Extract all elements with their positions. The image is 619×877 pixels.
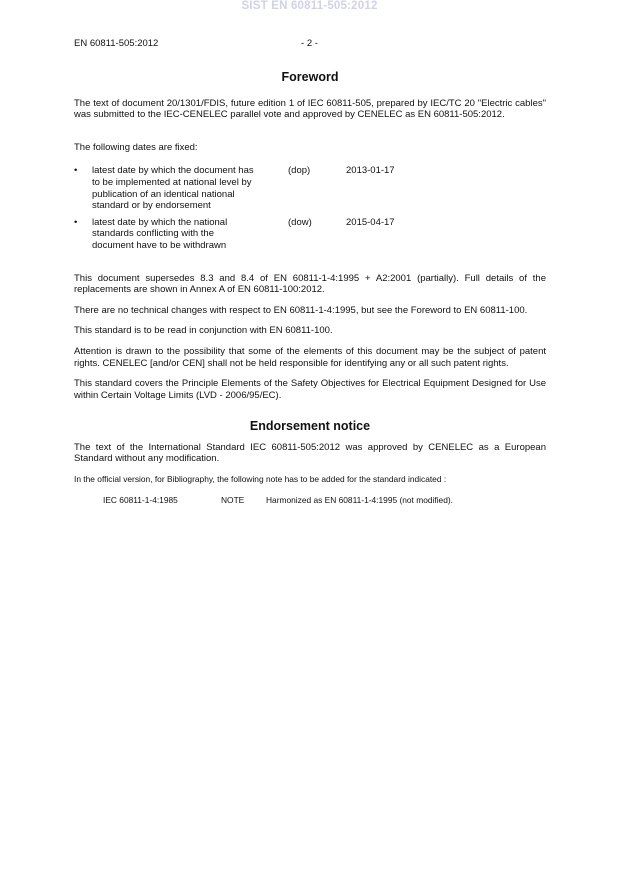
bullet-dow: • — [74, 216, 78, 228]
date-value-dow: 2015-04-17 — [346, 216, 395, 228]
endorsement-text: The text of the International Standard IEC 60811-505:2012 was approved by CENELEC as a European Standard without any modification. — [74, 441, 546, 465]
date-code-dow: (dow) — [288, 216, 312, 228]
dop-line: latest date by which the document has — [92, 165, 254, 177]
dates-intro: The following dates are fixed: — [74, 141, 198, 153]
dow-line: latest date by which the national — [92, 216, 228, 228]
note-text: Harmonized as EN 60811-1-4:1995 (not modified). — [266, 494, 453, 505]
date-item-dop — [74, 165, 546, 211]
header-document-id: EN 60811-505:2012 — [74, 38, 159, 49]
patent-paragraph: Attention is drawn to the possibility that some of the elements of this document may be the subject of patent rights. CENELEC [and/or CEN] shall not be held responsible for identifying any or all such patent rights. — [74, 345, 546, 369]
harmonized-note — [74, 495, 546, 506]
conjunction-paragraph: This standard is to be read in conjunction with EN 60811-100. — [74, 325, 333, 337]
date-item-dop-text — [92, 165, 288, 211]
date-value-dop: 2013-01-17 — [346, 165, 395, 177]
date-item-dow-text — [92, 217, 288, 252]
page-content — [74, 72, 546, 505]
dop-line: publication of an identical national — [92, 188, 235, 200]
dop-line: standard or by endorsement — [92, 200, 211, 212]
dates-list — [74, 165, 546, 251]
foreword-intro: The text of document 20/1301/FDIS, future edition 1 of IEC 60811-505, prepared by IEC/TC 20 "Electric cables" was submitted to the IEC-CENELEC parallel vote and approved by CENELEC as EN 60811-505:2012. — [74, 97, 546, 121]
note-label: NOTE — [221, 494, 245, 505]
no-changes-paragraph: There are no technical changes with respect to EN 60811-1-4:1995, but see the Foreword to EN 60811-100. — [74, 304, 528, 316]
endorsement-heading: Endorsement notice — [249, 419, 371, 434]
bullet-dop: • — [74, 165, 78, 177]
date-item-dow — [74, 217, 546, 252]
dow-line: document have to be withdrawn — [92, 239, 227, 251]
dow-line: standards conflicting with the — [92, 228, 214, 240]
dop-line: to be implemented at national level by — [92, 176, 252, 188]
lvd-paragraph: This standard covers the Principle Elements of the Safety Objectives for Electrical Equipment Designed for Use within Certain Voltage Limits (LVD - 2006/95/EC). — [74, 378, 546, 401]
bibliography-note: In the official version, for Bibliography, the following note has to be added for the standard indicated : — [74, 474, 447, 485]
date-code-dop: (dop) — [288, 165, 311, 177]
foreword-heading: Foreword — [281, 70, 339, 84]
watermark: SIST EN 60811-505:2012 — [241, 0, 378, 12]
supersedes-paragraph: This document supersedes 8.3 and 8.4 of EN 60811-1-4:1995 + A2:2001 (partially). Full details of the replacements are shown in Annex A of EN 60811-100:2012. — [74, 272, 546, 296]
note-standard: IEC 60811-1-4:1985 — [103, 494, 178, 505]
header-page-number: - 2 - — [301, 38, 318, 49]
